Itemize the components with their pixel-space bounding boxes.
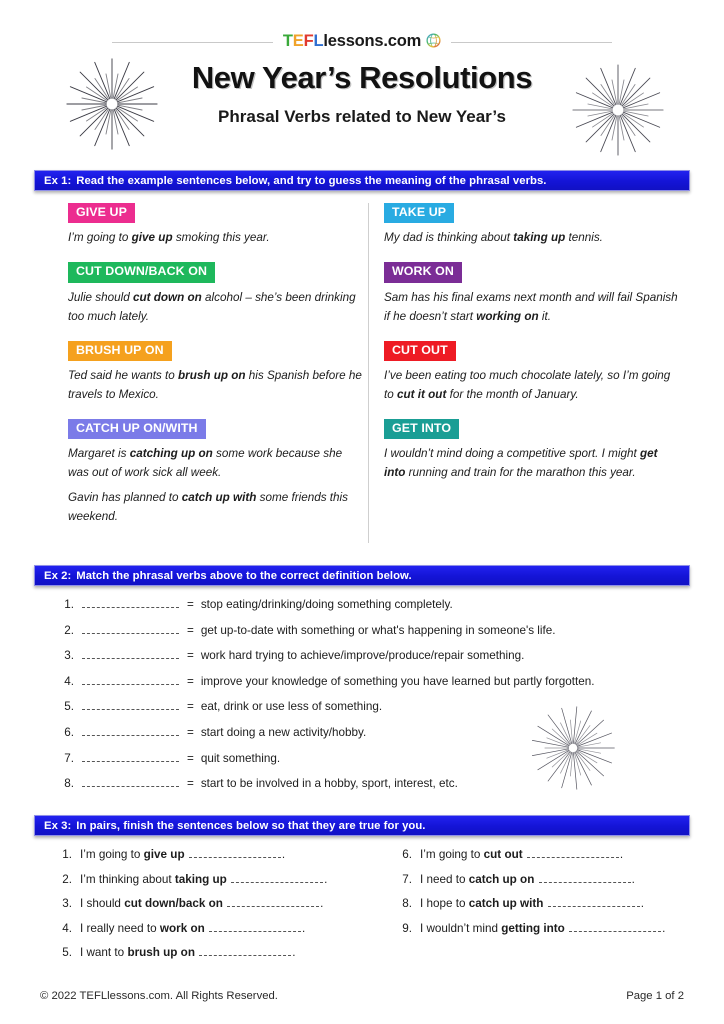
ex3-sentence-suffix: .: [640, 897, 644, 910]
ex2-definition-text: quit something.: [200, 751, 281, 765]
brand-rule-left: [112, 42, 273, 43]
ex2-definition-text: start to be involved in a hobby, sport, interest, etc.: [200, 777, 458, 791]
example-sentence: [384, 229, 680, 248]
ex2-item-number: 1.: [64, 598, 74, 611]
example-sentence: [68, 367, 364, 405]
phrasal-verb-label: WORK ON: [384, 262, 462, 282]
ex3-sentence: [80, 896, 323, 910]
ex3-item-number: 8.: [402, 897, 412, 910]
brand-domain-text: lessons.com: [323, 31, 422, 50]
page-subtitle: Phrasal Verbs related to New Year’s: [218, 106, 506, 126]
column-divider: [368, 203, 369, 543]
equals-sign: =: [187, 649, 194, 663]
ex2-answer-blank[interactable]: [82, 622, 179, 634]
ex3-item-number: 2.: [62, 872, 72, 886]
ex2-banner-instruction: Match the phrasal verbs above to the correct definition below.: [76, 569, 412, 582]
ex3-sentence-suffix: .: [320, 897, 324, 910]
ex3-phrasal-verb: catch up with: [468, 897, 544, 910]
example-sentence: [384, 289, 680, 327]
phrasal-verb-block: [384, 262, 684, 326]
ex3-banner-instruction: In pairs, finish the sentences below so that they are true for you.: [76, 819, 426, 832]
page-title: New Year’s Resolutions: [191, 60, 533, 95]
title-zone: [0, 60, 724, 127]
ex2-answer-blank[interactable]: [82, 750, 179, 762]
ex3-sentence-prefix: I’m thinking about: [80, 872, 175, 886]
ex3-sentence: [80, 921, 305, 935]
ex2-definition-text: eat, drink or use less of something.: [200, 700, 383, 714]
phrasal-verb-highlight: brush up on: [178, 369, 246, 383]
ex3-banner: [34, 815, 690, 836]
ex3-phrasal-verb: give up: [143, 848, 185, 861]
phrasal-verb-label: GET INTO: [384, 419, 459, 439]
ex3-right-column: [392, 847, 722, 945]
ex2-item: [52, 622, 692, 648]
sentence-suffix: his Spanish before he travels to Mexico.: [68, 369, 362, 401]
phrasal-verb-label: GIVE UP: [68, 203, 135, 223]
globe-icon: [426, 33, 441, 48]
ex2-item-number: 3.: [64, 649, 74, 663]
ex2-definition-list: [52, 596, 692, 801]
ex1-content: [34, 203, 690, 548]
ex3-item: [392, 921, 722, 946]
ex3-answer-blank[interactable]: [189, 847, 281, 858]
ex3-answer-blank[interactable]: [548, 896, 640, 907]
ex3-sentence-prefix: I hope to: [420, 897, 469, 910]
sentence-suffix: alcohol – she’s been drinking too much lately.: [68, 290, 356, 323]
ex3-sentence-suffix: .: [631, 872, 635, 886]
ex2-item: [52, 775, 692, 801]
ex1-left-column: [68, 203, 368, 541]
ex3-answer-blank[interactable]: [227, 896, 319, 907]
ex2-answer-blank[interactable]: [82, 596, 179, 608]
phrasal-verb-highlight: cut it out: [397, 387, 447, 401]
ex3-phrasal-verb: work on: [159, 921, 205, 935]
ex3-item: [392, 896, 722, 921]
ex1-banner-text: [35, 175, 547, 187]
phrasal-verb-highlight: catching up on: [129, 447, 213, 461]
ex3-item-number: 1.: [62, 848, 72, 861]
ex3-item: [392, 872, 722, 897]
phrasal-verb-highlight: catch up with: [181, 491, 257, 505]
sentence-suffix: running and train for the marathon this year.: [405, 466, 636, 480]
ex3-answer-blank[interactable]: [527, 847, 619, 858]
ex3-phrasal-verb: cut down/back on: [124, 897, 223, 910]
example-sentence: [68, 489, 364, 527]
ex2-definition-text: get up-to-date with something or what's happening in someone's life.: [200, 623, 556, 637]
sentence-suffix: some work because she was out of work sick all week.: [68, 447, 343, 480]
ex3-item: [52, 847, 382, 872]
equals-sign: =: [187, 751, 194, 765]
phrasal-verb-label: CUT OUT: [384, 341, 456, 361]
phrasal-verb-block: [384, 341, 684, 405]
ex1-banner-number: Ex 1:: [44, 174, 72, 187]
ex2-item: [52, 596, 692, 622]
example-sentence: [384, 367, 680, 405]
ex2-answer-blank[interactable]: [82, 673, 179, 685]
example-sentence: [68, 289, 364, 327]
ex3-answer-blank[interactable]: [539, 872, 631, 883]
ex2-item-number: 8.: [64, 777, 74, 791]
ex1-right-column: [384, 203, 684, 497]
ex3-sentence: [420, 872, 635, 886]
phrasal-verb-block: [68, 419, 368, 527]
ex3-sentence-suffix: .: [292, 946, 296, 959]
ex2-item: [52, 698, 692, 724]
ex3-phrasal-verb: getting into: [501, 921, 565, 935]
ex2-answer-blank[interactable]: [82, 698, 179, 710]
ex3-answer-blank[interactable]: [199, 945, 291, 956]
ex3-sentence-suffix: .: [619, 848, 624, 861]
ex2-answer-blank[interactable]: [82, 775, 179, 787]
equals-sign: =: [187, 598, 194, 611]
footer-page-number: Page 1 of 2: [626, 990, 684, 1002]
ex3-sentence-prefix: I should: [80, 897, 125, 910]
ex3-item-number: 4.: [62, 921, 72, 935]
ex3-item-number: 6.: [402, 848, 412, 861]
page-footer: [40, 990, 684, 1002]
equals-sign: =: [187, 700, 194, 714]
brand-letter-f: F: [303, 31, 314, 50]
ex3-banner-text: [35, 820, 426, 832]
phrasal-verb-highlight: get into: [384, 447, 658, 480]
phrasal-verb-label: BRUSH UP ON: [68, 341, 172, 361]
ex2-banner-number: Ex 2:: [44, 569, 72, 582]
ex3-phrasal-verb: brush up on: [127, 946, 195, 959]
sentence-prefix: Gavin has planned to: [68, 491, 182, 505]
ex2-item-number: 5.: [64, 700, 74, 714]
ex2-definition-text: stop eating/drinking/doing something completely.: [200, 598, 453, 611]
ex3-phrasal-verb: taking up: [174, 872, 227, 886]
ex3-sentence-suffix: .: [324, 872, 328, 886]
ex2-definition-text: start doing a new activity/hobby.: [200, 725, 367, 739]
ex3-sentence: [420, 896, 644, 910]
ex3-item-number: 3.: [62, 897, 72, 910]
phrasal-verb-highlight: give up: [131, 231, 173, 245]
ex3-answer-blank[interactable]: [569, 921, 661, 932]
ex3-item-number: 5.: [62, 946, 72, 959]
phrasal-verb-highlight: cut down on: [132, 290, 202, 304]
equals-sign: =: [187, 725, 194, 739]
brand-letter-t: T: [282, 31, 293, 50]
ex3-sentence-suffix: .: [662, 921, 666, 935]
sentence-prefix: Margaret is: [68, 447, 130, 461]
ex3-sentence: [420, 847, 623, 861]
ex2-item-number: 7.: [64, 751, 74, 765]
ex3-item-number: 9.: [402, 921, 412, 935]
ex3-sentence: [80, 945, 295, 959]
ex3-sentence: [80, 872, 327, 886]
ex3-item: [52, 872, 382, 897]
ex3-phrasal-verb: catch up on: [468, 872, 535, 886]
ex3-sentence-prefix: I really need to: [80, 921, 160, 935]
phrasal-verb-block: [68, 341, 368, 405]
ex3-phrasal-verb: cut out: [483, 848, 523, 861]
brand-logo: [283, 33, 441, 50]
phrasal-verb-block: [384, 203, 684, 248]
sentence-suffix: smoking this year.: [172, 231, 270, 245]
sentence-suffix: it.: [538, 309, 551, 323]
sentence-prefix: I’ve been eating too much chocolate lately, so I’m going to: [384, 369, 671, 401]
sentence-suffix: for the month of January.: [446, 387, 579, 401]
ex2-item: [52, 647, 692, 673]
example-sentence: [68, 445, 364, 483]
ex3-banner-number: Ex 3:: [44, 819, 72, 832]
ex2-definition-text: work hard trying to achieve/improve/produce/repair something.: [200, 649, 525, 663]
ex2-banner: [34, 565, 690, 586]
ex3-item-number: 7.: [402, 872, 412, 886]
brand-rule-right: [451, 42, 612, 43]
phrasal-verb-block: [68, 203, 368, 248]
ex2-answer-blank[interactable]: [82, 647, 179, 659]
ex1-banner-instruction: Read the example sentences below, and try to guess the meaning of the phrasal verbs.: [76, 174, 547, 187]
ex3-sentence: [80, 847, 285, 861]
sentence-suffix: some friends this weekend.: [68, 491, 348, 524]
brand-bar: [0, 28, 724, 54]
ex2-answer-blank[interactable]: [82, 724, 179, 736]
ex2-item-number: 4.: [64, 674, 74, 688]
ex3-item: [52, 945, 382, 970]
ex2-item-number: 6.: [64, 725, 74, 739]
ex2-item: [52, 750, 692, 776]
sentence-prefix: I wouldn’t mind doing a competitive sport. I might: [384, 447, 640, 461]
ex3-item: [52, 921, 382, 946]
ex2-item: [52, 673, 692, 699]
brand-letter-e: E: [292, 31, 304, 50]
ex3-sentence-suffix: .: [301, 921, 306, 935]
phrasal-verb-highlight: working on: [476, 309, 539, 323]
example-sentence: [68, 229, 364, 248]
ex3-sentence-prefix: I need to: [420, 872, 469, 886]
phrasal-verb-block: [68, 262, 368, 326]
ex3-sentence-suffix: .: [281, 848, 286, 861]
ex3-sentence-prefix: I wouldn’t mind: [420, 921, 502, 935]
equals-sign: =: [187, 674, 194, 688]
sentence-prefix: Sam has his final exams next month and will fail Spanish if he doesn’t start: [384, 290, 678, 323]
sentence-prefix: Julie should: [68, 290, 133, 304]
ex2-item-number: 2.: [64, 623, 74, 637]
equals-sign: =: [187, 623, 194, 637]
sentence-prefix: I’m going to: [68, 231, 132, 245]
ex3-item: [52, 896, 382, 921]
ex3-item: [392, 847, 722, 872]
ex3-sentence-prefix: I’m going to: [420, 848, 484, 861]
sentence-prefix: Ted said he wants to: [68, 369, 179, 383]
ex2-definition-text: improve your knowledge of something you have learned but partly forgotten.: [200, 674, 595, 688]
ex3-sentence: [420, 921, 665, 935]
ex2-banner-text: [35, 570, 412, 582]
phrasal-verb-label: CATCH UP ON/WITH: [68, 419, 206, 439]
sentence-suffix: tennis.: [565, 231, 603, 245]
equals-sign: =: [187, 777, 194, 791]
ex3-answer-blank[interactable]: [209, 921, 301, 932]
example-sentence: [384, 445, 680, 483]
phrasal-verb-block: [384, 419, 684, 483]
ex2-item: [52, 724, 692, 750]
phrasal-verb-label: TAKE UP: [384, 203, 454, 223]
ex3-answer-blank[interactable]: [231, 872, 323, 883]
ex3-sentence-prefix: I’m going to: [80, 848, 144, 861]
phrasal-verb-label: CUT DOWN/BACK ON: [68, 262, 215, 282]
ex3-left-column: [52, 847, 382, 970]
sentence-prefix: My dad is thinking about: [384, 231, 514, 245]
ex3-sentence-prefix: I want to: [80, 946, 128, 959]
brand-letter-l: L: [313, 31, 324, 50]
footer-copyright: © 2022 TEFLlessons.com. All Rights Reserved.: [40, 990, 278, 1002]
ex1-banner: [34, 170, 690, 191]
phrasal-verb-highlight: taking up: [513, 231, 566, 245]
